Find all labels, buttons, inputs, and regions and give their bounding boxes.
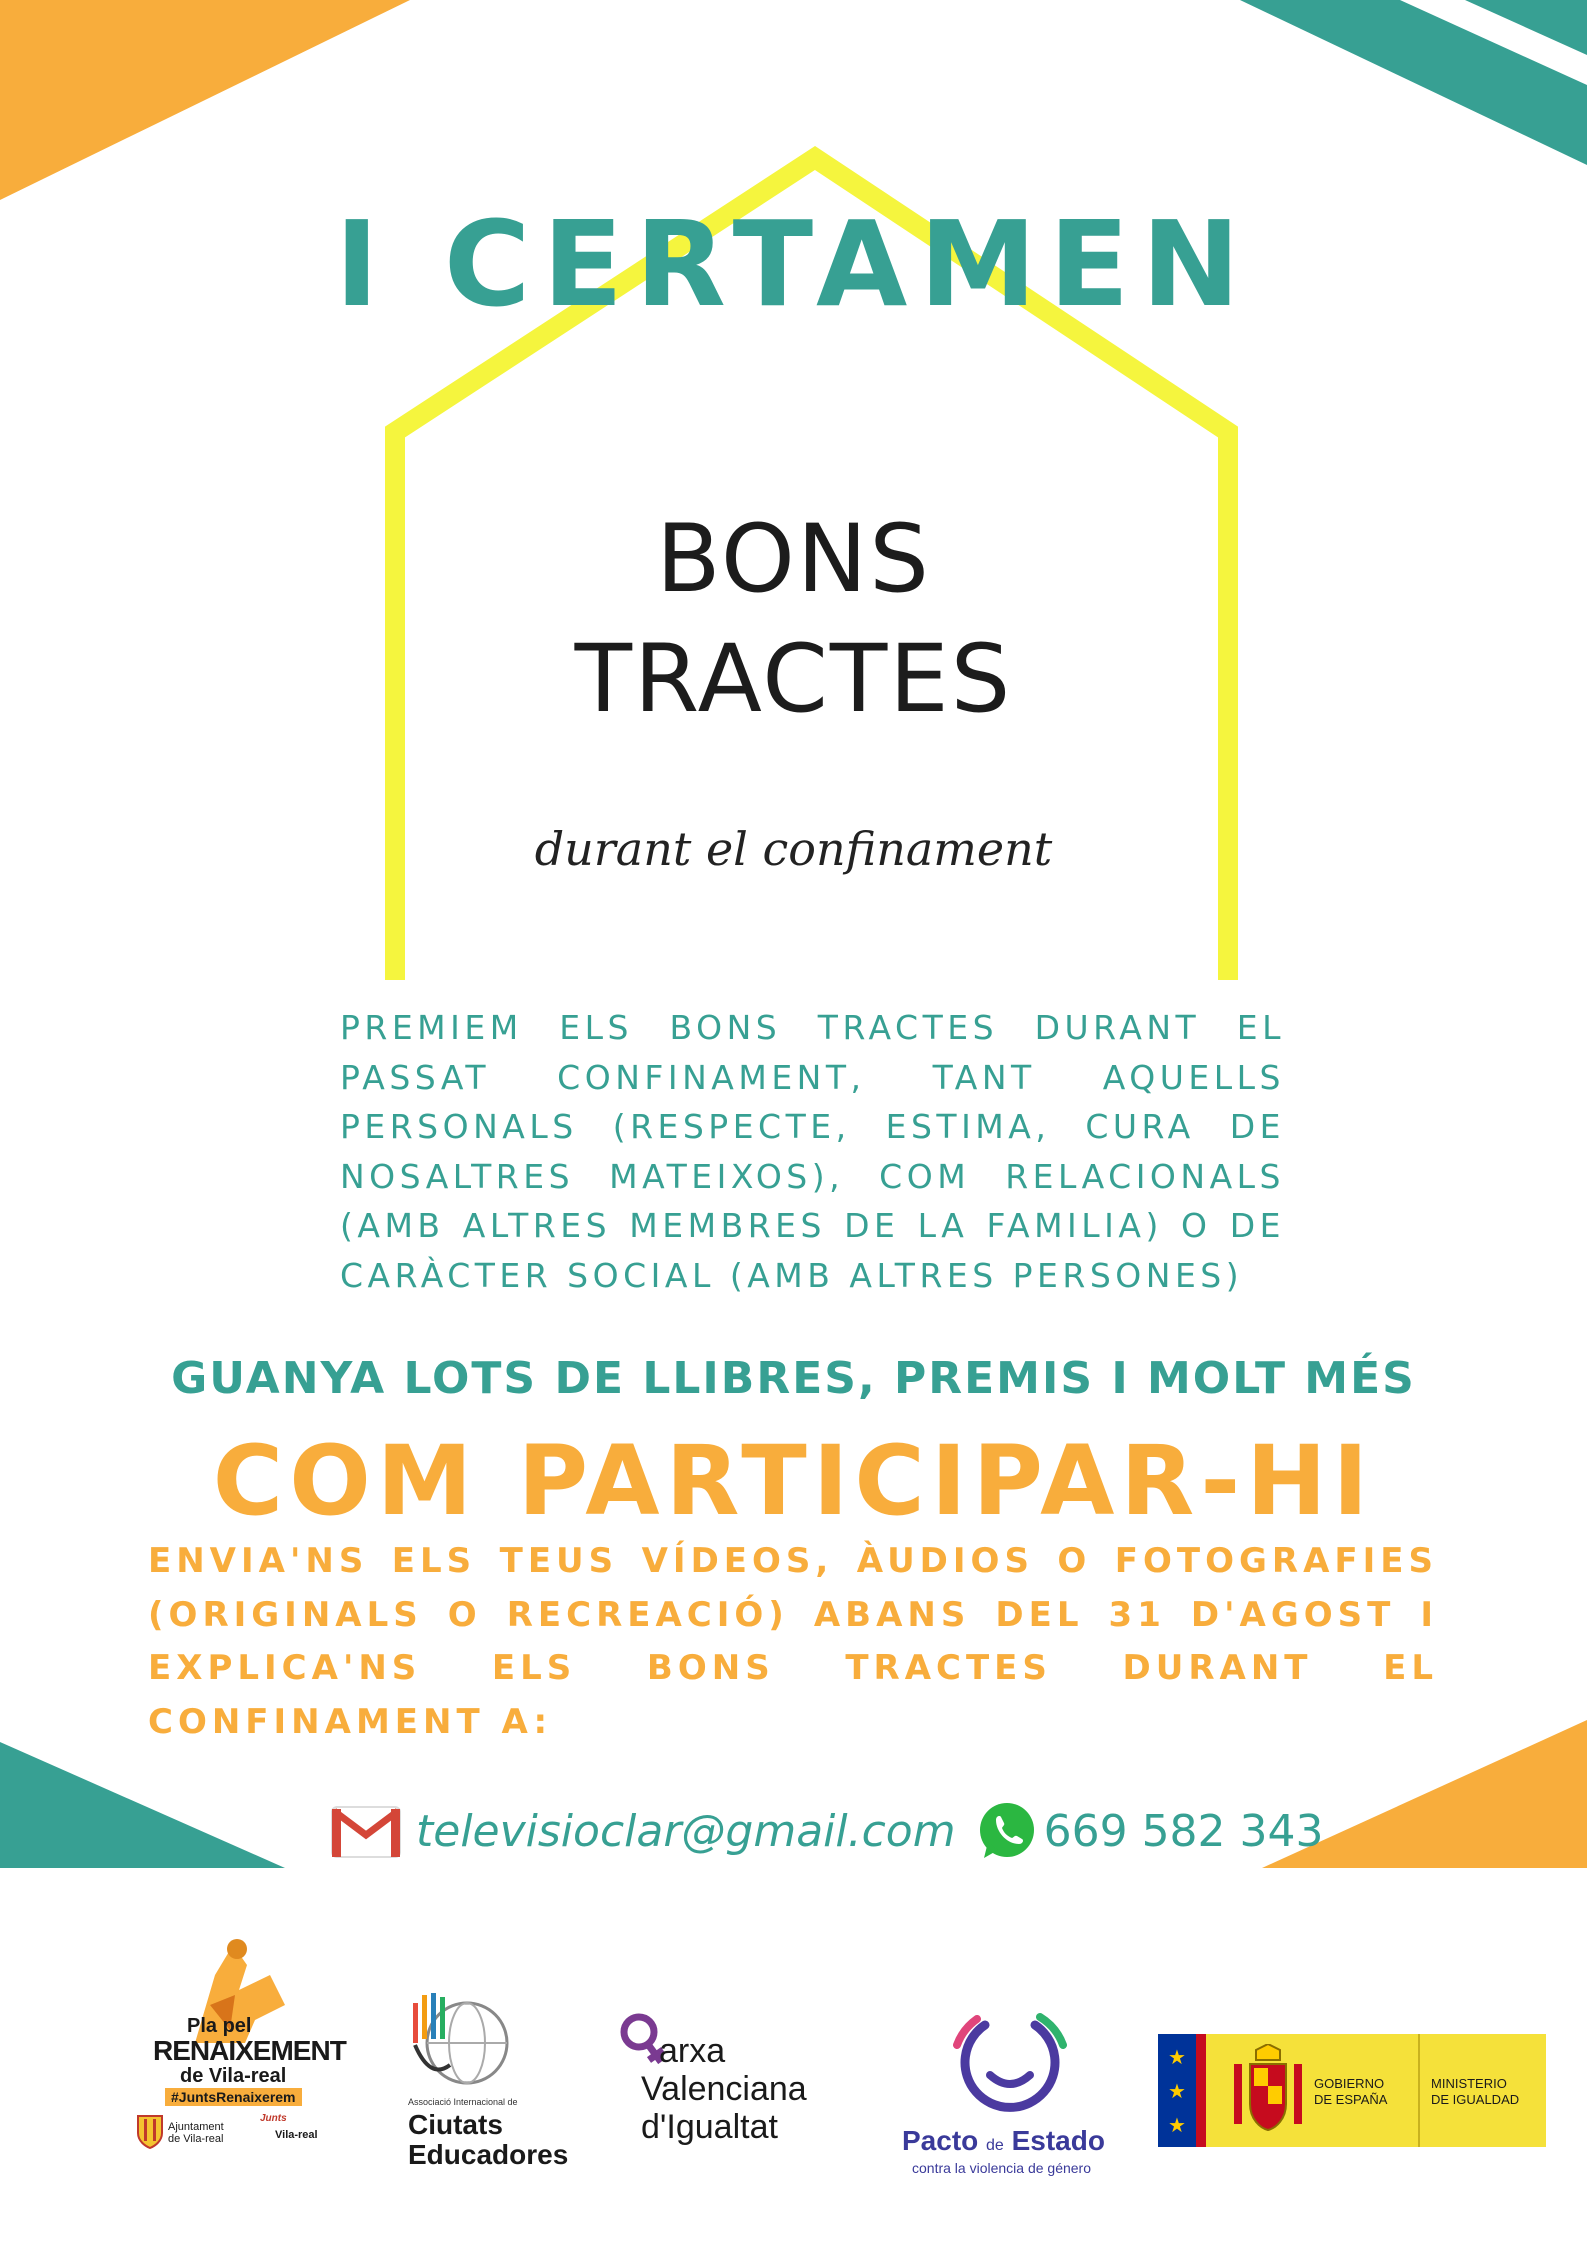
vilareal-shield-icon	[135, 2113, 165, 2149]
renaixement-pla: Pla pel	[187, 2015, 252, 2037]
spain-flag-strip	[1196, 2034, 1206, 2147]
gobierno-line1: GOBIERNO	[1314, 2076, 1385, 2091]
junts-label: Junts	[260, 2113, 287, 2124]
bottom-left-teal-triangle	[0, 1742, 285, 1868]
whatsapp-icon	[974, 1798, 1040, 1864]
renaixement-hashtag: #JuntsRenaixerem	[165, 2088, 302, 2106]
logo-subtitle: durant el confinament	[534, 822, 1053, 876]
renaixement-place: de Vila-real	[180, 2065, 287, 2087]
participation-instructions	[148, 1535, 1438, 1749]
pacto-smile-icon	[945, 2005, 1075, 2120]
instruction-line: (ORIGINALS O RECREACIÓ) ABANS DEL 31 D'AGOST I	[148, 1594, 1438, 1635]
logo-line-bons: BONS	[656, 505, 931, 614]
instruction-line: ENVIA'NS ELS TEUS VÍDEOS, ÀUDIOS O FOTOGRAFIES	[148, 1541, 1438, 1581]
sponsor-ciutats-educadores	[400, 1985, 580, 2185]
gobierno-line2: DE ESPAÑA	[1314, 2092, 1388, 2107]
page-title: I CERTAMEN	[334, 195, 1253, 333]
top-left-orange-triangle	[0, 0, 410, 200]
gobierno-divider	[1418, 2034, 1420, 2147]
description-line: PREMIEM ELS BONS TRACTES DURANT EL	[340, 1008, 1285, 1047]
xarxa-label: arxa	[659, 2032, 726, 2070]
instruction-line: CONFINAMENT A:	[148, 1701, 553, 1742]
renaixement-title: RENAIXEMENT	[153, 2035, 346, 2066]
ministerio-line2: DE IGUALDAD	[1431, 2092, 1520, 2107]
sponsor-pacto-estado	[890, 2005, 1130, 2185]
svg-text:★: ★	[1168, 2113, 1186, 2137]
ajuntament-label: Ajuntament de Vila-real	[168, 2121, 224, 2145]
description-line: PASSAT CONFINAMENT, TANT AQUELLS	[340, 1057, 1285, 1097]
description	[340, 1003, 1285, 1300]
gobierno-panel	[1206, 2034, 1546, 2147]
phone-number[interactable]: 669 582 343	[1043, 1805, 1324, 1857]
svg-text:★: ★	[1168, 2045, 1186, 2069]
educadores-label: Educadores	[408, 2139, 569, 2170]
description-line: NOSALTRES MATEIXOS), COM RELACIONALS	[340, 1156, 1285, 1196]
igualtat-label: d'Igualtat	[641, 2108, 778, 2146]
prize-heading: GUANYA LOTS DE LLIBRES, PREMIS I MOLT MÉS	[171, 1353, 1416, 1404]
instruction-line: EXPLICA'NS ELS BONS TRACTES DURANT EL	[148, 1648, 1438, 1688]
ciutats-small-label: Associació Internacional de	[408, 2097, 518, 2107]
female-symbol-icon	[617, 2012, 665, 2072]
pacto-estado: Estado	[1011, 2125, 1105, 2156]
valenciana-label: Valenciana	[641, 2070, 807, 2108]
contact-row	[330, 1800, 1324, 1862]
sponsor-renaixement	[135, 1935, 346, 2150]
sponsor-gobierno-espana	[1158, 2034, 1546, 2147]
eu-stars-icon	[1158, 2034, 1196, 2147]
pacto-subtitle: contra la violencia de género	[912, 2160, 1092, 2176]
logo-line-tractes: TRACTES	[574, 625, 1013, 734]
ministerio-line1: MINISTERIO	[1431, 2076, 1507, 2091]
vilareal-label: Vila-real	[275, 2129, 318, 2141]
gmail-icon	[330, 1803, 402, 1859]
svg-text:★: ★	[1168, 2079, 1186, 2103]
pacto-title	[902, 2125, 1105, 2157]
sponsor-xarxa-valenciana	[615, 2012, 830, 2152]
email-address[interactable]: televisioclar@gmail.com	[416, 1805, 956, 1857]
eu-flag	[1158, 2034, 1196, 2147]
description-line: (AMB ALTRES MEMBRES DE LA FAMILIA) O DE	[340, 1206, 1285, 1245]
how-to-participate-heading: COM PARTICIPAR-HI	[212, 1425, 1375, 1537]
pacto-word: Pacto	[902, 2125, 979, 2156]
pacto-de: de	[986, 2137, 1004, 2154]
globe-hand-icon	[405, 1985, 515, 2095]
description-line: PERSONALS (RESPECTE, ESTIMA, CURA DE	[340, 1107, 1285, 1146]
description-line: CARÀCTER SOCIAL (AMB ALTRES PERSONES)	[340, 1255, 1244, 1295]
ciutats-label: Ciutats	[408, 2109, 503, 2140]
spain-coat-of-arms-icon	[1228, 2044, 1308, 2138]
